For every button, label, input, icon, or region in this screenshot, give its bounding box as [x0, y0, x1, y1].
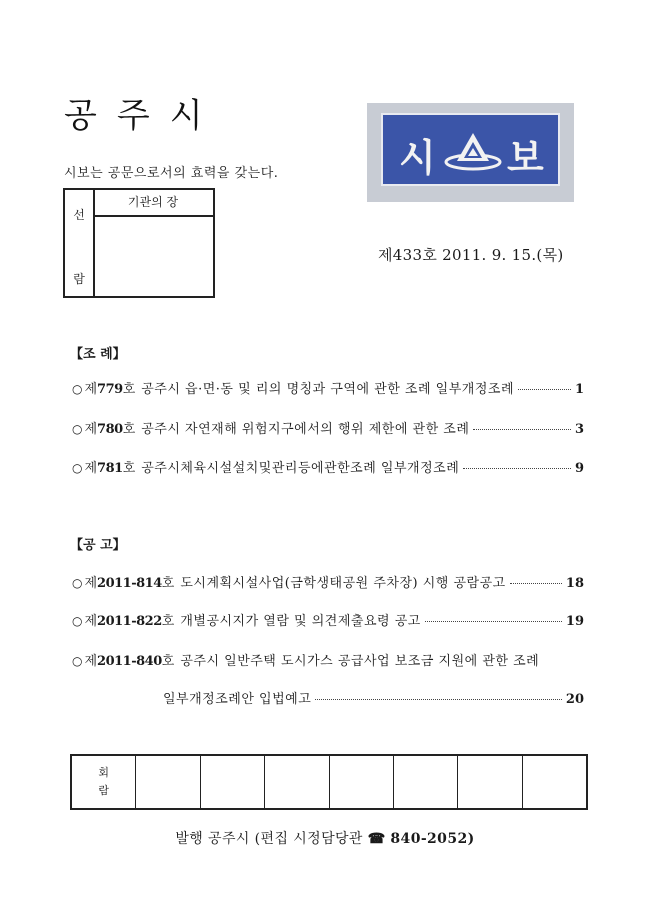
entry-page: 9 [574, 461, 584, 476]
leader-dots [315, 698, 562, 700]
toc-entry[interactable] [72, 457, 584, 476]
review-signature-cell [329, 756, 393, 808]
review-box [70, 754, 588, 810]
entry-prefix: 제 [84, 614, 98, 629]
approval-label-top: 선 [73, 208, 85, 222]
entry-page: 19 [565, 614, 584, 629]
bullet-icon: ○ [72, 422, 83, 436]
bullet-icon: ○ [72, 461, 83, 475]
entry-suffix: 호 [122, 422, 136, 437]
toc-entry[interactable] [72, 418, 584, 437]
toc-entry[interactable] [72, 378, 584, 397]
section-heading-notice: 【공 고】 [70, 538, 126, 553]
city-title: 공주시 [64, 96, 223, 136]
logo-left-char: 시 [399, 136, 436, 180]
entry-suffix: 호 [122, 382, 136, 397]
entry-prefix: 제 [84, 382, 98, 397]
entry-title: 공주시체육시설설치및관리등에관한조례 일부개정조례 [141, 461, 460, 476]
approval-header: 기관의 장 [93, 190, 213, 217]
phone-number: 840-2052) [390, 831, 475, 847]
leader-dots [473, 428, 571, 430]
entry-page: 18 [565, 576, 584, 591]
entry-prefix: 제 [84, 576, 98, 591]
entry-title: 공주시 자연재해 위험지구에서의 행위 제한에 관한 조례 [141, 422, 470, 437]
entry-title: 공주시 일반주택 도시가스 공급사업 보조금 지원에 관한 조례 [180, 654, 540, 669]
bullet-icon: ○ [72, 382, 83, 396]
entry-prefix: 제 [84, 654, 98, 669]
entry-prefix: 제 [84, 461, 98, 476]
entry-title: 공주시 읍·면·동 및 리의 명칭과 구역에 관한 조례 일부개정조례 [141, 382, 515, 397]
entry-number: 779 [97, 382, 123, 397]
sibo-logo [367, 103, 574, 202]
review-label-top: 회 [98, 766, 109, 779]
entry-page: 20 [565, 692, 584, 707]
review-signature-cell [200, 756, 264, 808]
entry-suffix: 호 [161, 654, 175, 669]
toc-entry-continuation[interactable] [163, 688, 584, 707]
approval-label-bottom: 람 [73, 272, 85, 286]
entry-title: 개별공시지가 열람 및 의견제출요령 공고 [180, 614, 421, 629]
approval-box [63, 188, 215, 298]
bullet-icon: ○ [72, 614, 83, 628]
logo-right-char: 보 [507, 136, 544, 180]
bullet-icon: ○ [72, 654, 83, 668]
entry-suffix: 호 [161, 614, 175, 629]
review-label-bottom: 람 [98, 784, 109, 797]
publisher-text: 발행 공주시 (편집 시정담당관 [175, 831, 363, 847]
entry-title: 도시계획시설사업(금학생태공원 주차장) 시행 공람공고 [180, 576, 506, 591]
review-signature-cell [264, 756, 328, 808]
leader-dots [510, 582, 562, 584]
entry-number: 781 [97, 461, 123, 476]
entry-title-continuation: 일부개정조례안 입법예고 [163, 692, 312, 707]
review-signature-cell [135, 756, 199, 808]
issue-number-date: 제433호 2011. 9. 15.(목) [378, 246, 564, 264]
section-heading-ordinance: 【조 례】 [70, 347, 126, 362]
publisher-footer [0, 828, 650, 848]
entry-number: 780 [97, 422, 123, 437]
entry-suffix: 호 [122, 461, 136, 476]
entry-number: 2011-814 [97, 576, 162, 591]
bullet-icon: ○ [72, 576, 83, 590]
toc-entry[interactable] [72, 572, 584, 591]
entry-page: 3 [574, 422, 584, 437]
entry-prefix: 제 [84, 422, 98, 437]
review-signature-cell [457, 756, 521, 808]
review-signature-cell [522, 756, 586, 808]
entry-number: 2011-822 [97, 614, 162, 629]
leader-dots [518, 388, 571, 390]
toc-entry[interactable] [72, 610, 584, 629]
review-label-cell [72, 756, 135, 808]
entry-page: 1 [574, 382, 584, 397]
entry-suffix: 호 [161, 576, 175, 591]
entry-number: 2011-840 [97, 654, 162, 669]
logo-emblem-icon [443, 129, 503, 173]
subtitle: 시보는 공문으로서의 효력을 갖는다. [64, 166, 279, 181]
review-signature-cell [393, 756, 457, 808]
toc-entry[interactable] [72, 650, 584, 669]
leader-dots [463, 467, 571, 469]
phone-icon: ☎ [367, 831, 386, 847]
leader-dots [425, 620, 562, 622]
logo-panel [381, 113, 560, 186]
